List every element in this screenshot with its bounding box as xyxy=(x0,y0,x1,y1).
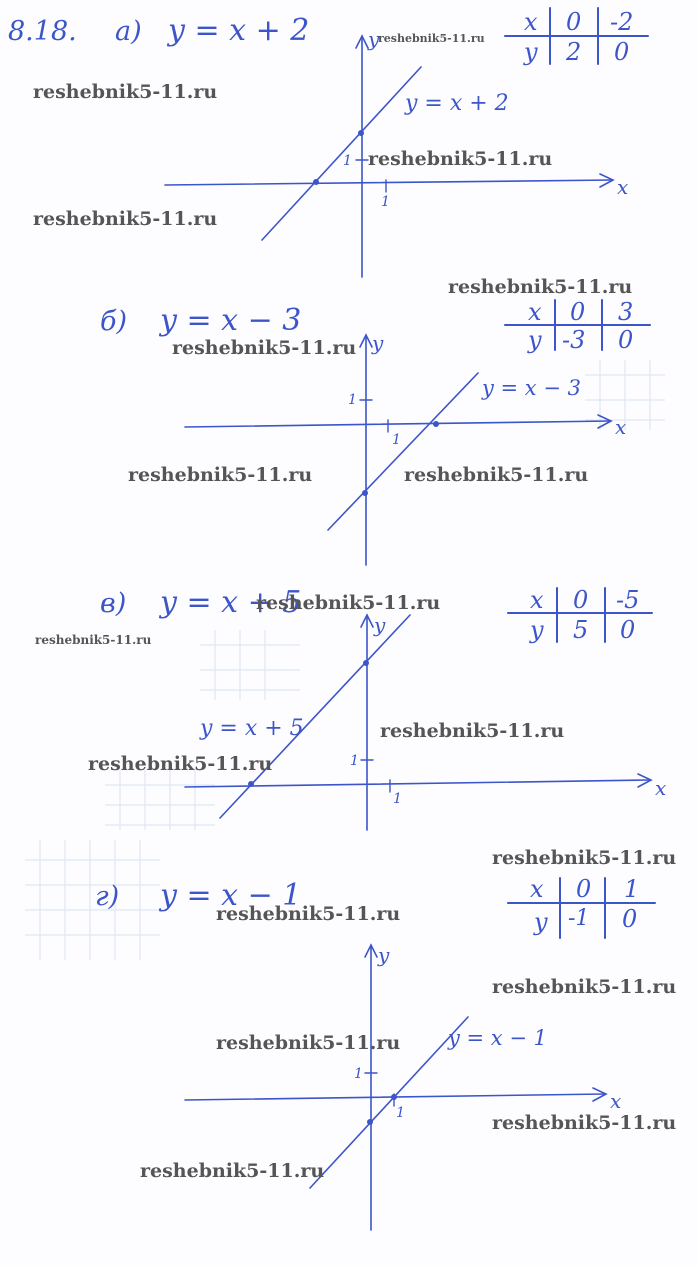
y-unit-label-d: 1 xyxy=(354,1066,363,1082)
x-axis-a xyxy=(165,180,612,185)
watermark-text: reshebnik5-11.ru xyxy=(88,753,273,775)
table-a-x-2: -2 xyxy=(610,8,634,36)
y-axis-label-c: y xyxy=(374,613,386,637)
table-b-x-1: 0 xyxy=(570,298,586,326)
y-unit-label-b: 1 xyxy=(348,392,357,408)
watermark-text: reshebnik5-11.ru xyxy=(492,1112,677,1134)
table-c-y-header: y xyxy=(530,616,544,644)
table-a-x-header: x xyxy=(524,8,538,36)
line-label-a: y = x + 2 xyxy=(405,91,509,116)
watermark-text: reshebnik5-11.ru xyxy=(492,976,677,998)
watermark-text: reshebnik5-11.ru xyxy=(216,903,401,925)
x-unit-label-b: 1 xyxy=(392,432,401,448)
table-a-y-header: y xyxy=(524,38,538,66)
line-label-d: y = x − 1 xyxy=(448,1026,547,1050)
table-c-y-2: 0 xyxy=(620,616,636,644)
x-intercept-point-d xyxy=(391,1094,397,1100)
x-axis-label-d: x xyxy=(610,1089,622,1113)
table-c-x-2: -5 xyxy=(616,586,640,614)
watermark-text: reshebnik5-11.ru xyxy=(128,464,313,486)
x-axis-label-c: x xyxy=(655,776,667,800)
graph-a xyxy=(8,8,648,277)
watermark-text: reshebnik5-11.ru xyxy=(216,1032,401,1054)
watermark-text: reshebnik5-11.ru xyxy=(404,464,589,486)
part-label-a: а) xyxy=(115,16,142,47)
watermark-text: reshebnik5-11.ru xyxy=(172,337,357,359)
watermark-text: reshebnik5-11.ru xyxy=(33,208,218,230)
watermark-text: reshebnik5-11.ru xyxy=(492,847,677,869)
y-unit-label-c: 1 xyxy=(350,753,359,769)
table-a-y-2: 0 xyxy=(614,38,630,66)
value-table-a xyxy=(505,8,648,66)
table-b-y-1: -3 xyxy=(562,326,586,354)
part-label-b: б) xyxy=(100,306,128,337)
line-label-c: y = x + 5 xyxy=(200,716,304,741)
x-axis-label-a: x xyxy=(617,175,629,199)
x-intercept-point-b xyxy=(433,421,439,427)
part-label-d: г) xyxy=(95,881,120,912)
table-b-y-header: y xyxy=(528,326,542,354)
table-a-y-1: 2 xyxy=(566,38,582,66)
y-axis-label-a: y xyxy=(368,27,380,51)
table-d-y-2: 0 xyxy=(622,905,638,933)
watermark-text: reshebnik5-11.ru xyxy=(380,720,565,742)
watermark-text: reshebnik5-11.ru xyxy=(448,276,633,298)
y-intercept-point-a xyxy=(358,130,364,136)
value-table-c xyxy=(508,586,652,644)
part-label-c: в) xyxy=(100,588,127,619)
table-d-y-1: -1 xyxy=(568,906,590,931)
equation-c: y = x + 5 xyxy=(160,585,302,620)
y-axis-label-d: y xyxy=(378,943,390,967)
equation-a: y = x + 2 xyxy=(168,13,310,48)
x-intercept-point-a xyxy=(313,179,319,185)
watermark-text: reshebnik5-11.ru xyxy=(368,148,553,170)
table-b-x-2: 3 xyxy=(618,298,634,326)
watermark-text: reshebnik5-11.ru xyxy=(256,592,441,614)
x-unit-label-d: 1 xyxy=(396,1105,405,1121)
y-intercept-point-b xyxy=(362,490,368,496)
y-axis-label-b: y xyxy=(372,331,384,355)
table-d-y-header: y xyxy=(534,908,548,936)
line-label-b: y = x − 3 xyxy=(482,376,581,400)
watermark-text: reshebnik5-11.ru xyxy=(140,1160,325,1182)
x-unit-label-c: 1 xyxy=(393,791,402,807)
table-d-x-header: x xyxy=(530,875,544,903)
x-intercept-point-c xyxy=(248,781,254,787)
x-unit-label-a: 1 xyxy=(381,194,390,210)
table-b-x-header: x xyxy=(528,298,542,326)
value-table-d xyxy=(508,875,655,938)
table-b-y-2: 0 xyxy=(618,326,634,354)
y-intercept-point-c xyxy=(363,660,369,666)
watermark-text: reshebnik5-11.ru xyxy=(33,81,218,103)
equation-b: y = x − 3 xyxy=(160,303,302,338)
table-a-x-1: 0 xyxy=(566,8,582,36)
x-axis-b xyxy=(185,421,610,427)
watermark-text: reshebnik5-11.ru xyxy=(378,32,485,45)
equation-d: y = x − 1 xyxy=(160,878,302,913)
problem-number: 8.18. xyxy=(8,16,77,47)
background-grid-marks xyxy=(25,360,665,960)
table-d-x-2: 1 xyxy=(624,875,640,903)
graph-c xyxy=(100,585,666,830)
table-d-x-1: 0 xyxy=(576,875,592,903)
y-unit-label-a: 1 xyxy=(343,153,352,169)
table-c-y-1: 5 xyxy=(573,616,589,644)
watermark-text: reshebnik5-11.ru xyxy=(35,633,152,647)
y-intercept-point-d xyxy=(367,1119,373,1125)
value-table-b xyxy=(505,298,650,354)
table-c-x-1: 0 xyxy=(573,586,589,614)
table-c-x-header: x xyxy=(530,586,544,614)
x-axis-label-b: x xyxy=(615,415,627,439)
